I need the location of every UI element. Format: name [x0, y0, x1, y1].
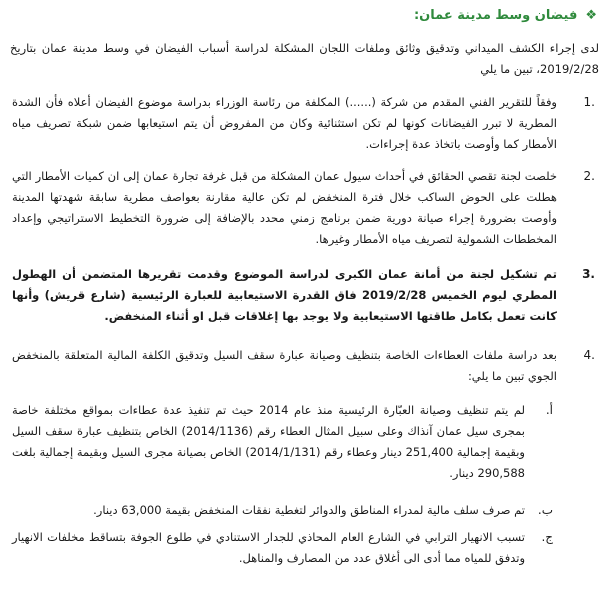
sub-item-letter: ب.	[537, 503, 553, 517]
item-number: 1.	[583, 95, 595, 109]
item-number: 3.	[582, 267, 595, 281]
item-number: 4.	[583, 348, 595, 362]
item-text: تم تشكيل لجنة من أمانة عمان الكبرى لدراسة الموضوع وقدمت تقريرها المتضمن أن الهطول المطري ليوم الخميس 2019/2/28 فاق القدرة الاستيعابية للعبارة الرئيسية (شارع قريش) وأنها كانت تعمل بكامل طاقتها الاستيعابية ولا يوجد بها إغلاقات قبل او أثناء المنخفض.	[12, 267, 557, 323]
intro-paragraph: لدى إجراء الكشف الميداني وتدقيق وثائق وملفات اللجان المشكلة لدراسة أسباب الفيضان في وسط مدينة عمان بتاريخ 2019/2/28، تبين ما يلي	[10, 41, 599, 76]
item-text: خلصت لجنة تقصي الحقائق في أحداث سيول عمان المشكلة من قبل غرفة تجارة عمان إلى ان كميات الأمطار التي هطلت على الحوض الساكب خلال فترة المنخفض لم تكن عالية مقارنة بعواصف مطرية سابقة شهدتها المدينة وأوصت بضرورة إجراء صيانة دورية ضمن برنامج زمني محدد بالإضافة إلى ضرورة التخطيط الاستراتيجي وإعداد المخططات الشمولية لتصريف مياه الأمطار وغيرها.	[12, 169, 557, 246]
sub-item-text: تم صرف سلف مالية لمدراء المناطق والدوائر لتغطية نفقات المنخفض بقيمة 63,000 دينار.	[93, 503, 525, 517]
sub-item-letter: أ.	[545, 403, 553, 417]
diamond-bullet-icon: ❖	[585, 8, 597, 24]
sub-item-text: تسبب الانهيار الترابي في الشارع العام المحاذي للجدار الاستنادي في طلوع الجوفة بتساقط مخلفات الانهيار وتدفق للمياه مما أدى الى أغلاق عدد من المصارف والمناهل.	[12, 530, 525, 565]
section-heading	[414, 8, 597, 24]
section-heading-text: فيضان وسط مدينة عمان:	[413, 8, 578, 23]
item-text: بعد دراسة ملفات العطاءات الخاصة بتنظيف وصيانة عبارة سقف السيل وتدقيق الكلفة المالية المتعلقة بالمنخفض الجوي تبين ما يلي:	[12, 348, 557, 383]
sub-item-text: لم يتم تنظيف وصيانة العبّارة الرئيسية منذ عام 2014 حيث تم تنفيذ عدة عطاءات بمواقع مختلفة خاصة بمجرى سيل عمان آنذاك وعلى سبيل المثال العطاء رقم (2014/1136) الخاص بتنظيف عبارة سقف السيل وبقيمة إجمالية 251,400 دينار وعطاء رقم (2014/1/131) الخاص بصيانة مجرى السيل وبقيمة إجمالية بلغت 290,588 دينار.	[12, 403, 525, 480]
item-number: 2.	[583, 169, 595, 183]
item-text: وفقاً للتقرير الفني المقدم من شركة (......) المكلفة من رئاسة الوزراء بدراسة موضوع الفيضان أعلاه فأن الشدة المطرية لا تبرر الفيضانات كونها لم تكن استثنائية وكان من المفروض أن يتم استيعابها ضمن شبكة تصريف مياه الأمطار كما وأوصت باتخاذ عدة إجراءات.	[12, 95, 557, 151]
sub-item-letter: ج.	[541, 530, 553, 544]
